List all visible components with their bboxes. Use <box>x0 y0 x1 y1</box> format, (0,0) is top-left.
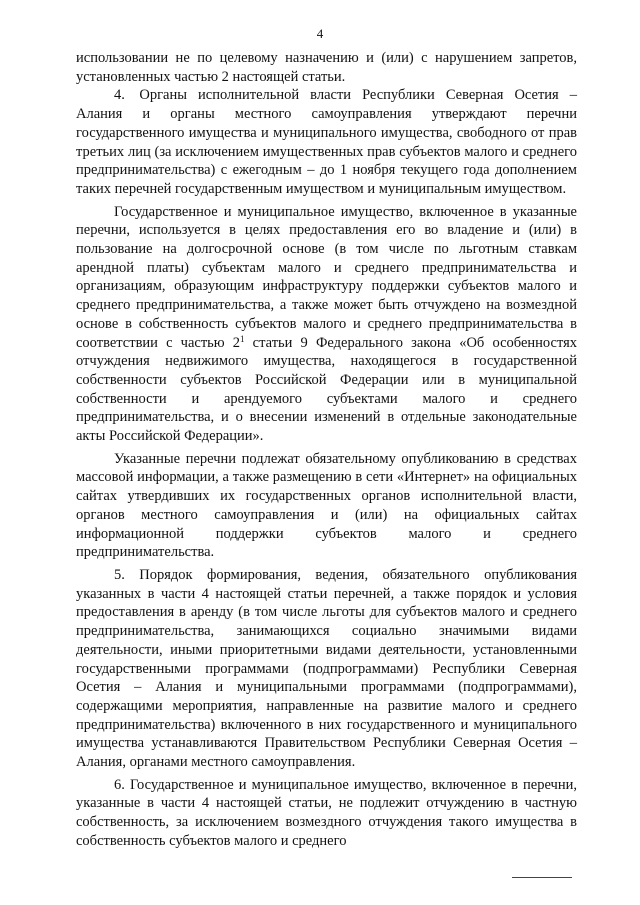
paragraph-continuation: использовании не по целевому назначению и (или) с нарушением запретов, установленных частью 2 настоящей статьи. <box>76 50 577 85</box>
paragraph-property-usage <box>76 203 577 446</box>
superscript-part-number: 1 <box>240 333 245 344</box>
document-body <box>76 49 577 851</box>
footer-rule <box>512 877 572 878</box>
paragraph-publication: Указанные перечни подлежат обязательному опубликованию в средствах массовой информации, а также размещению в сети «Интернет» на официальных сайтах утвердивших их государственных органов исполнительной власти, органов местного самоуправления и (или) на официальных сайтах информационной поддержки субъектов малого и среднего предпринимательства. <box>76 450 577 561</box>
page-number: 4 <box>316 26 324 41</box>
paragraph-5: 5. Порядок формирования, ведения, обязательного опубликования указанных в части 4 настоящей статьи перечней, а также порядок и условия предоставления в аренду (в том числе льготы для субъектов малого и среднего предпринимательства, занимающихся социально значимыми видами деятельности, иными приоритетными видами деятельности, установленными государственными программами (подпрограммами) Республики Северная Осетия – Алания и муниципальными программами (подпрограммами), содержащими мероприятия, направленные на развитие малого и среднего предпринимательства) включенного в них государственного и муниципального имущества устанавливаются Правительством Республики Северная Осетия – Алания, органами местного самоуправления. <box>76 566 577 771</box>
paragraph-6: 6. Государственное и муниципальное имущество, включенное в перечни, указанные в части 4 настоящей статьи, не подлежит отчуждению в частную собственность, за исключением возмездного отчуждения такого имущества в собственность субъектов малого и среднего <box>76 776 577 849</box>
paragraph-property-usage-tail: статьи 9 Федерального закона «Об особенностях отчуждения недвижимого имущества, находящегося в государственной собственности субъектов Российской Федерации или в муниципальной собственности и арендуемого субъектами малого и среднего предпринимательства, и о внесении изменений в отдельные законодательные акты Российской Федерации». <box>76 334 578 445</box>
paragraph-property-usage-text: Государственное и муниципальное имущество, включенное в указанные перечни, используется в целях предоставления его во владение и (или) в пользование на долгосрочной основе (в том числе по льготным ставкам арендной платы) субъектам малого и среднего предпринимательства и организациям, образующим инфраструктуру поддержки субъектов малого и среднего предпринимательства, а также может быть отчуждено на возмездной основе в собственность субъектов малого и среднего предпринимательства в соответствии с частью 2 <box>76 203 577 351</box>
paragraph-4: 4. Органы исполнительной власти Республики Северная Осетия – Алания и органы местного самоуправления утверждают перечни государственного имущества и муниципального имущества, свободного от прав третьих лиц (за исключением имущественных прав субъектов малого и среднего предпринимательства) с ежегодным – до 1 ноября текущего года дополнением таких перечней государственным имуществом и муниципальным имуществом. <box>76 87 577 197</box>
